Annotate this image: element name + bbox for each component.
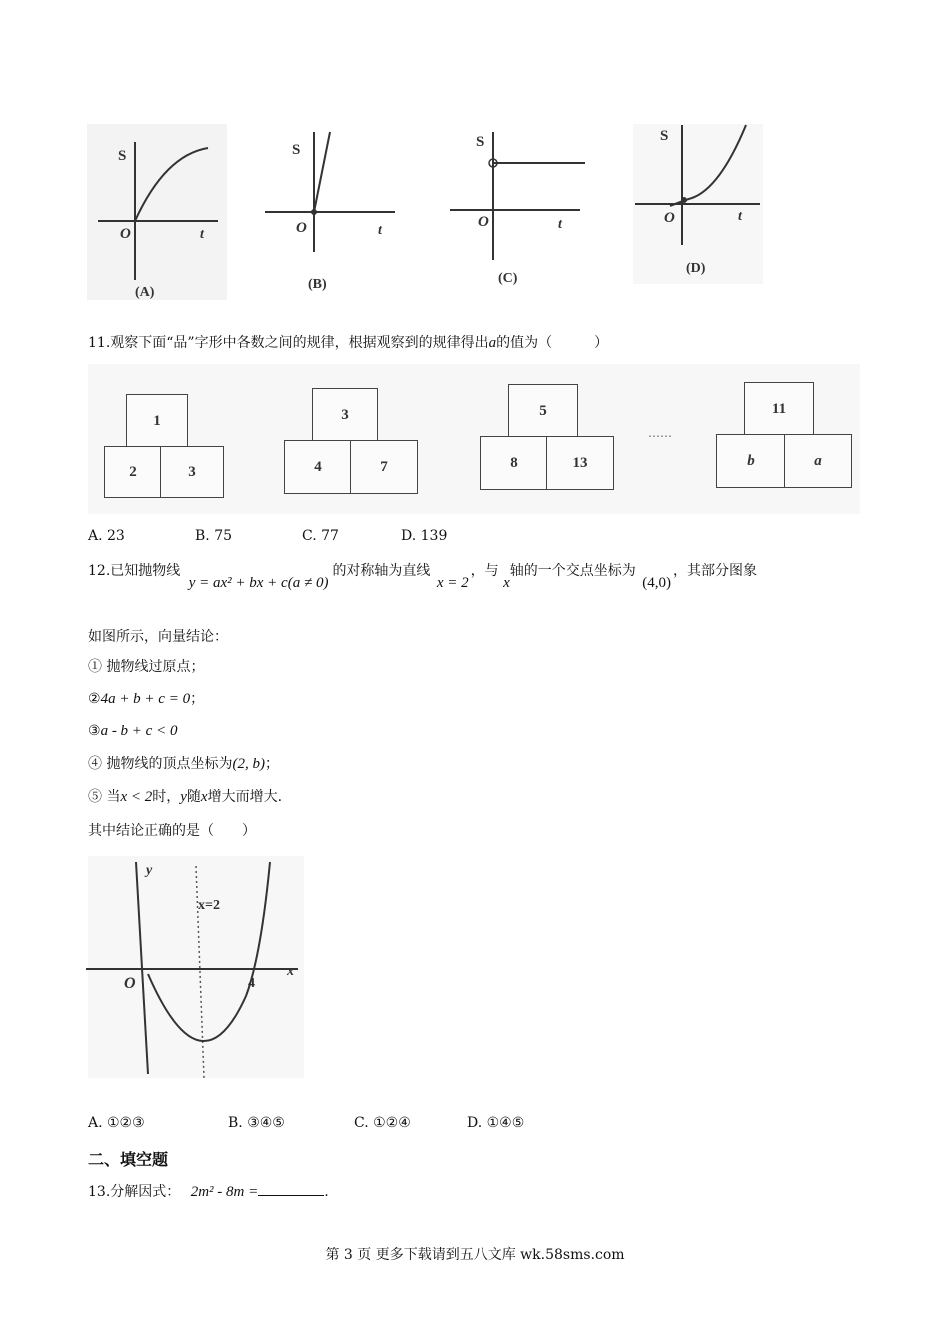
q12-option-a[interactable]: A. ①②③ <box>88 1115 145 1131</box>
pin-1-top: 1 <box>126 394 188 448</box>
page-footer: 第 3 页 更多下载请到五八文库 wk.58sms.com <box>325 1247 625 1263</box>
q12-stem-line1 <box>88 562 868 591</box>
q11-option-a[interactable]: A. 23 <box>88 528 125 544</box>
pin-3-right: 13 <box>546 436 614 490</box>
pin-4-right: a <box>784 434 852 488</box>
pin-4-top: 11 <box>744 382 814 436</box>
pin-2-left: 4 <box>284 440 352 494</box>
graph-d <box>635 125 760 276</box>
q11-ellipsis: …… <box>648 426 672 440</box>
q11-var: a <box>488 335 497 351</box>
q11-text-after: 的值为（ ） <box>496 335 609 351</box>
q12-equation: y = ax² + bx + c(a ≠ 0) <box>188 575 329 591</box>
q12-conclusion-4: ④ 抛物线的顶点坐标为(2, b)； <box>88 756 279 772</box>
q12-parabola-graph <box>86 856 308 1080</box>
graph-a <box>98 142 218 300</box>
pin-4-left: b <box>716 434 786 488</box>
graph-d-s-label: S <box>660 128 669 144</box>
q11-stem <box>88 334 608 352</box>
pin-2-right: 7 <box>350 440 418 494</box>
graph-a-origin: O <box>120 226 131 242</box>
q12-graph-origin: O <box>124 975 136 992</box>
q12-text2: 的对称轴为直线 <box>332 563 431 579</box>
pin-3-top: 5 <box>508 384 578 438</box>
pin-2-top: 3 <box>312 388 378 442</box>
graph-b-caption: (B) <box>308 277 327 292</box>
pin-1-left: 2 <box>104 446 162 498</box>
q12-graph-y-label: y <box>146 863 153 878</box>
graph-a-caption: (A) <box>135 285 155 300</box>
graph-c-s-label: S <box>476 134 485 150</box>
graph-c <box>450 132 585 286</box>
q12-conclusion-3: ③a - b + c < 0 <box>88 723 178 739</box>
q12-conclusion-2: ②4a + b + c = 0； <box>88 691 205 707</box>
q12-option-c[interactable]: C. ①②④ <box>354 1115 411 1131</box>
graph-b-s-label: S <box>292 142 301 158</box>
pin-1-right: 3 <box>160 446 224 498</box>
q12-graph-root-label: 4 <box>248 976 255 991</box>
graph-d-origin: O <box>664 210 675 226</box>
graph-c-origin: O <box>478 214 489 230</box>
graph-c-caption: (C) <box>498 271 518 286</box>
q12-text5: ，其部分图象 <box>673 563 757 579</box>
q11-number: 11. <box>88 335 111 351</box>
q12-option-d[interactable]: D. ①④⑤ <box>467 1115 525 1131</box>
q12-text4: 轴的一个交点坐标为 <box>509 563 636 579</box>
graph-b <box>265 132 395 292</box>
graph-b-origin: O <box>296 220 307 236</box>
graph-b-t-label: t <box>378 223 382 238</box>
q10-graphs <box>80 120 780 305</box>
q12-question: 其中结论正确的是（ ） <box>88 823 256 839</box>
q13-expression: 2m² - 8m = <box>190 1184 259 1200</box>
q11-option-b[interactable]: B. 75 <box>195 528 233 544</box>
q13-text: 分解因式： <box>110 1184 181 1200</box>
q13-answer-blank[interactable] <box>258 1183 324 1196</box>
q12-conclusion-5: ⑤ 当x < 2时，y随x增大而增大. <box>88 789 283 805</box>
graph-d-caption: (D) <box>686 261 706 276</box>
q12-text1: 已知抛物线 <box>110 563 181 579</box>
q12-x-var: x <box>503 575 510 591</box>
q12-option-b[interactable]: B. ③④⑤ <box>228 1115 285 1131</box>
q11-option-d[interactable]: D. 139 <box>401 528 448 544</box>
q12-line2: 如图所示，向量结论： <box>88 629 228 645</box>
graph-c-t-label: t <box>558 217 562 232</box>
graph-d-t-label: t <box>738 209 742 224</box>
graph-a-t-label: t <box>200 227 204 242</box>
q12-point: (4,0) <box>642 575 671 591</box>
q13-end: . <box>324 1184 329 1200</box>
q12-axis-eq: x = 2 <box>436 575 469 591</box>
graph-a-s-label: S <box>118 148 127 164</box>
q12-conclusion-1: ① 抛物线过原点； <box>88 659 205 675</box>
q12-graph-axis-label: x=2 <box>198 898 220 913</box>
q12-text3: ，与 <box>470 563 499 579</box>
q12-number: 12. <box>88 563 111 579</box>
q11-text-before: 观察下面“品”字形中各数之间的规律，根据观察到的规律得出 <box>110 335 489 351</box>
q12-graph-x-label: x <box>287 964 294 979</box>
q13 <box>88 1183 329 1201</box>
q13-number: 13. <box>88 1184 111 1200</box>
section-2-title: 二、填空题 <box>88 1150 169 1169</box>
q11-option-c[interactable]: C. 77 <box>302 528 339 544</box>
pin-3-left: 8 <box>480 436 548 490</box>
